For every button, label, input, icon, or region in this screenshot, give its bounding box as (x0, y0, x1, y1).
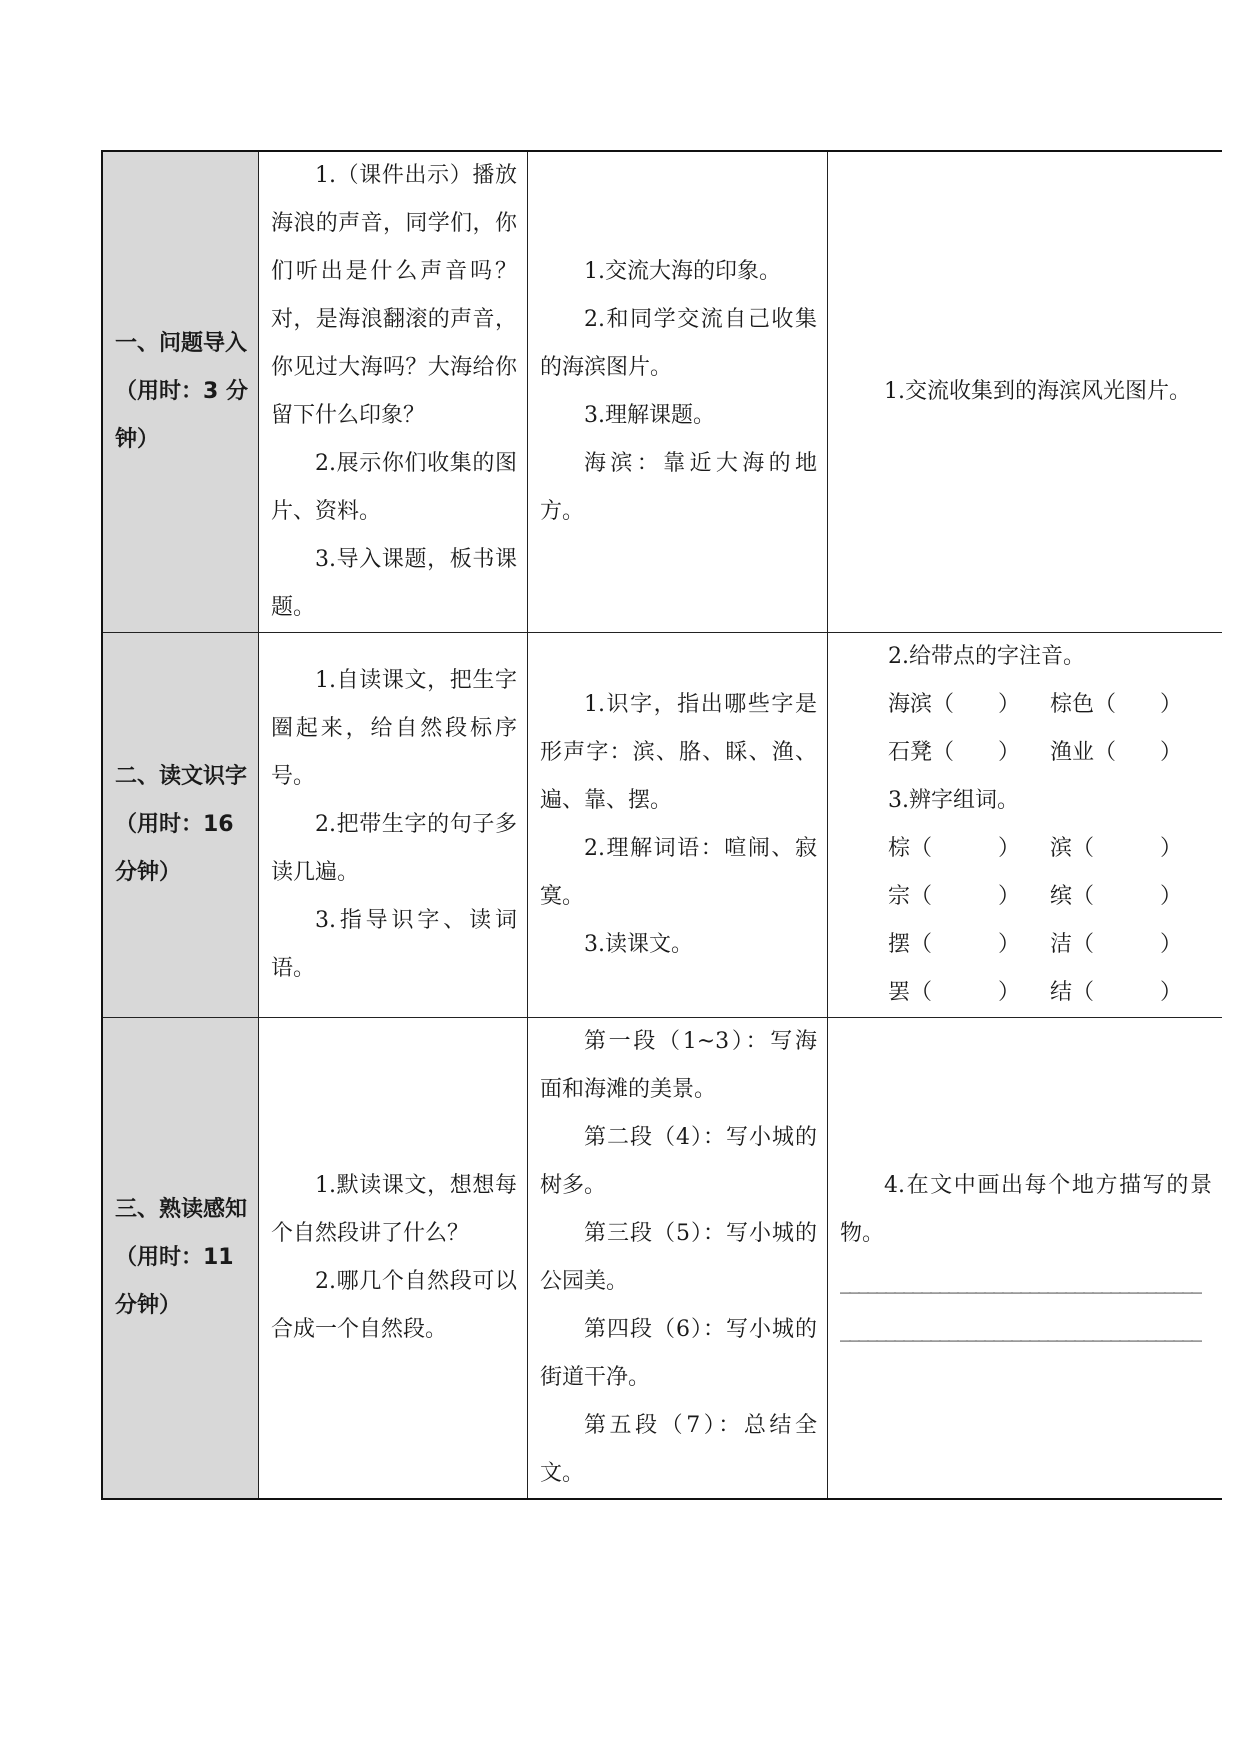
student-activity-cell (527, 633, 827, 1018)
pinyin-item: 棕色（ ） (1049, 692, 1182, 717)
pinyin-row (840, 681, 1212, 729)
student-paragraph: 2.理解词语：喧闹、寂寞。 (539, 836, 817, 909)
student-paragraph: 第三段（5）：写小城的公园美。 (539, 1221, 817, 1294)
pinyin-item: 石凳（ ） (887, 740, 1020, 765)
table-row (102, 151, 1222, 633)
pinyin-item: 渔业（ ） (1049, 740, 1182, 765)
student-paragraph: 海滨：靠近大海的地方。 (539, 451, 817, 524)
word-item: 缤（ ） (1049, 884, 1182, 909)
word-item: 罢（ ） (887, 980, 1020, 1005)
teacher-activity-cell (258, 633, 527, 1018)
section-duration-cont: 分钟） (115, 1293, 182, 1318)
exercise-cell (827, 151, 1222, 633)
pinyin-item: 海滨（ ） (887, 692, 1020, 717)
student-paragraph: 1.交流大海的印象。 (583, 259, 781, 284)
answer-blank-line[interactable]: ________________________________________ (839, 1269, 1200, 1294)
teacher-activity-cell (258, 1018, 527, 1500)
student-paragraph: 第五段（7）：总结全文。 (539, 1413, 817, 1486)
section-title: 二、读文识字 (115, 764, 248, 789)
student-paragraph: 2.和同学交流自己收集的海滨图片。 (539, 307, 817, 380)
section-duration: （用时：16 (115, 812, 234, 837)
table-row (102, 1018, 1222, 1500)
word-item: 滨（ ） (1049, 836, 1182, 861)
word-item: 摆（ ） (887, 932, 1020, 957)
section-duration-cont: 钟） (115, 427, 160, 452)
pinyin-row (840, 729, 1212, 777)
teacher-paragraph: 1.自读课文，把生字圈起来，给自然段标序号。 (270, 668, 517, 789)
exercise-title: 3.辨字组词。 (887, 788, 1019, 813)
teacher-paragraph: 1.（课件出示）播放海浪的声音，同学们，你们听出是什么声音吗？对，是海浪翻滚的声音，你见过大海吗？大海给你留下什么印象？ (270, 163, 517, 428)
student-paragraph: 3.理解课题。 (583, 403, 715, 428)
student-paragraph: 第四段（6）：写小城的街道干净。 (539, 1317, 817, 1390)
word-item: 洁（ ） (1049, 932, 1182, 957)
word-row (840, 825, 1212, 873)
answer-blank-line[interactable]: ________________________________________ (839, 1317, 1200, 1342)
section-duration: （用时：3 分 (115, 379, 248, 404)
teacher-paragraph: 1.默读课文，想想每个自然段讲了什么？ (270, 1173, 517, 1246)
word-row (840, 969, 1212, 1017)
section-cell (102, 1018, 258, 1500)
exercise-title: 2.给带点的字注音。 (887, 644, 1085, 669)
teacher-paragraph: 2.展示你们收集的图片、资料。 (270, 451, 517, 524)
student-paragraph: 1.识字，指出哪些字是形声字：滨、胳、睬、渔、遍、靠、摆。 (539, 692, 817, 813)
exercise-paragraph: 4.在文中画出每个地方描写的景物。 (839, 1173, 1212, 1246)
table-row (102, 633, 1222, 1018)
student-paragraph: 3.读课文。 (583, 932, 693, 957)
exercise-cell (827, 633, 1222, 1018)
word-item: 结（ ） (1049, 980, 1182, 1005)
lesson-plan-table (101, 150, 1222, 1500)
teacher-paragraph: 3.导入课题，板书课题。 (270, 547, 517, 620)
section-title: 一、问题导入 (115, 331, 248, 356)
section-cell (102, 633, 258, 1018)
teacher-paragraph: 2.哪几个自然段可以合成一个自然段。 (270, 1269, 517, 1342)
exercise-cell (827, 1018, 1222, 1500)
student-paragraph: 第一段（1~3）：写海面和海滩的美景。 (539, 1029, 817, 1102)
word-row (840, 921, 1212, 969)
student-activity-cell (527, 151, 827, 633)
section-title: 三、熟读感知 (115, 1197, 248, 1222)
word-row (840, 873, 1212, 921)
teacher-paragraph: 3.指导识字、读词语。 (270, 908, 517, 981)
student-activity-cell (527, 1018, 827, 1500)
section-duration-cont: 分钟） (115, 860, 182, 885)
section-duration: （用时：11 (115, 1245, 234, 1270)
teacher-activity-cell (258, 151, 527, 633)
section-cell (102, 151, 258, 633)
word-item: 棕（ ） (887, 836, 1020, 861)
exercise-paragraph: 1.交流收集到的海滨风光图片。 (883, 379, 1191, 404)
word-item: 宗（ ） (887, 884, 1020, 909)
teacher-paragraph: 2.把带生字的句子多读几遍。 (270, 812, 517, 885)
student-paragraph: 第二段（4）：写小城的树多。 (539, 1125, 817, 1198)
